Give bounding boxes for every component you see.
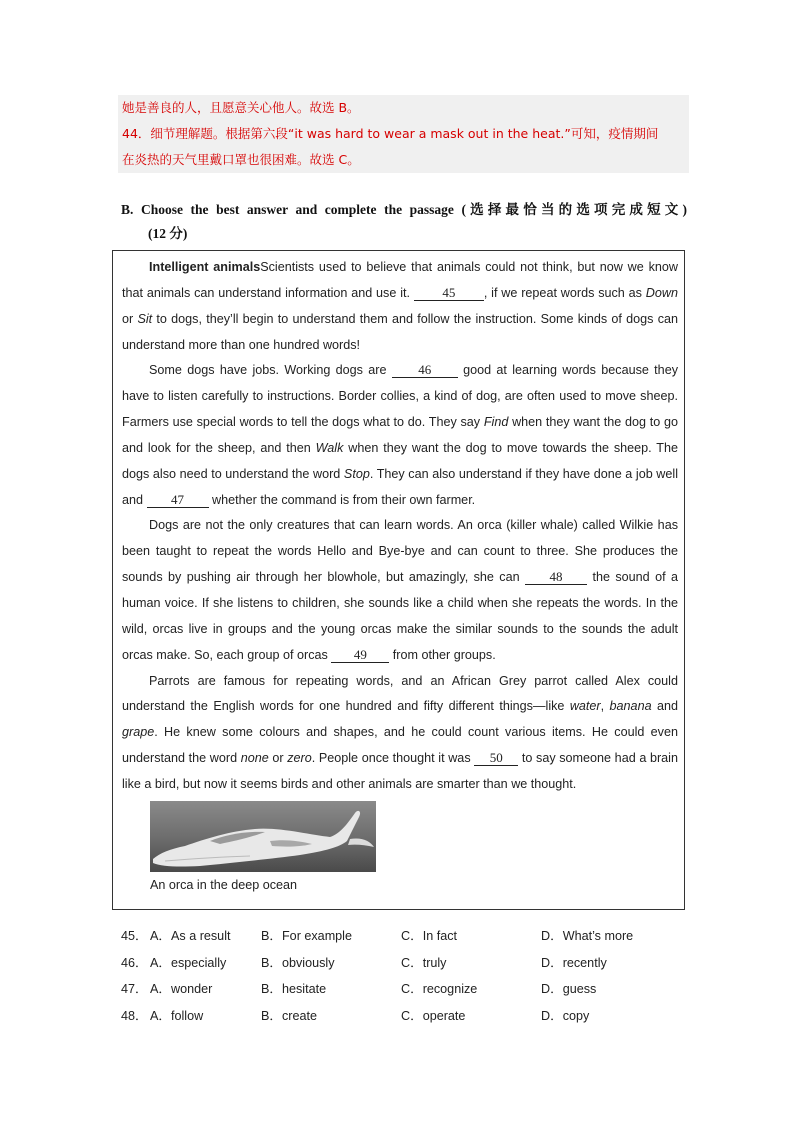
- blank-47[interactable]: 47: [147, 493, 209, 508]
- section-title: B. Choose the best answer and complete the passage (选择最恰当的选项完成短文): [121, 202, 687, 217]
- option-d[interactable]: D．guess: [541, 982, 597, 996]
- text: and: [651, 699, 678, 714]
- text: . People once thought it was: [311, 751, 475, 766]
- option-d[interactable]: D．copy: [541, 1008, 590, 1023]
- italic-word: zero: [287, 751, 312, 766]
- option-b[interactable]: B．create: [261, 1008, 317, 1023]
- option-c[interactable]: C．truly: [401, 955, 447, 970]
- option-c[interactable]: C．In fact: [401, 929, 457, 943]
- blank-49[interactable]: 49: [331, 648, 389, 663]
- answer-line-3: 在炎热的天气里戴口罩也很困难。故选 C。: [122, 152, 360, 167]
- photo-caption: An orca in the deep ocean: [150, 878, 298, 892]
- options-row-45: [121, 925, 721, 952]
- italic-word: Stop: [343, 466, 370, 481]
- option-d[interactable]: D．What’s more: [541, 929, 634, 943]
- text: when they want the dog to go and look for the sheep, and then: [122, 415, 678, 455]
- passage-box: [112, 250, 685, 910]
- option-a[interactable]: A．especially: [150, 955, 227, 970]
- blank-46[interactable]: 46: [392, 363, 458, 378]
- text: the sound of a human voice. If she listens to children, she sounds like a child when she repeats the words. In the wild, orcas live in groups and the young orcas make the similar sounds to the sounds the adult orcas make. So, each group of orcas: [122, 570, 678, 662]
- text: , if we repeat words such as: [483, 285, 646, 300]
- text: Some dogs have jobs. Working dogs are: [149, 363, 392, 378]
- italic-word: grape: [122, 725, 155, 740]
- italic-word: banana: [609, 699, 652, 714]
- italic-word: none: [240, 751, 269, 766]
- text: ,: [600, 699, 610, 714]
- options-row-48: [121, 1005, 721, 1032]
- text: . They can also understand if they have done a job well and: [122, 466, 678, 507]
- passage-title: Intelligent animals: [149, 260, 261, 274]
- italic-word: Sit: [137, 311, 153, 326]
- option-a[interactable]: A．As a result: [150, 929, 231, 943]
- options-list: [121, 925, 721, 1031]
- options-row-46: [121, 952, 721, 979]
- answer-line-2: 44．细节理解题。根据第六段“it was hard to wear a mask out in the heat.”可知，疫情期间: [122, 126, 659, 141]
- option-d[interactable]: D．recently: [541, 955, 607, 970]
- text: whether the command is from their own farmer.: [208, 492, 476, 507]
- paragraph-3: [122, 513, 678, 668]
- italic-word: Walk: [315, 440, 344, 455]
- text: when they want the dog to move towards the sheep. The dogs also need to understand the word: [122, 440, 678, 481]
- paragraph-2: [122, 358, 678, 513]
- question-number: 46．: [121, 955, 148, 970]
- text: or: [268, 751, 288, 766]
- option-a[interactable]: A．follow: [150, 1008, 204, 1023]
- option-c[interactable]: C．operate: [401, 1008, 466, 1023]
- answer-line-1: 她是善良的人，且愿意关心他人。故选 B。: [122, 100, 360, 115]
- text: Dogs are not the only creatures that can learn words. An orca (killer whale) called Wilkie has been taught to repeat the words Hello and Bye-bye and can count to three. She produces the sounds by pushing air through her blowhole, but amazingly, she can: [122, 518, 678, 585]
- italic-word: water: [569, 699, 601, 714]
- question-number: 48．: [121, 1008, 148, 1023]
- option-b[interactable]: B．For example: [261, 929, 352, 943]
- option-c[interactable]: C．recognize: [401, 982, 478, 996]
- text: good at learning words because they have to listen carefully to instructions. Border collies, a kind of dog, are often used to move sheep. Farmers use special words to tell the dogs what to do. They say: [122, 363, 678, 430]
- italic-word: Find: [483, 415, 509, 430]
- text: Scientists used to believe that animals could not think, but now we know that animals can understand information and use it.: [122, 260, 678, 300]
- question-number: 47．: [121, 982, 148, 996]
- passage-text: [122, 255, 678, 798]
- option-a[interactable]: A．wonder: [150, 982, 213, 996]
- text: to dogs, they’ll begin to understand them and follow the instruction. Some kinds of dogs can understand more than one hundred words!: [122, 311, 678, 352]
- blank-48[interactable]: 48: [525, 570, 587, 585]
- answer-explanation-box: [118, 95, 689, 173]
- orca-photo: [150, 801, 376, 872]
- blank-45[interactable]: 45: [414, 286, 484, 301]
- text: Parrots are famous for repeating words, and an African Grey parrot called Alex could understand the English words for one hundred and fifty different things—like: [122, 673, 678, 714]
- text: from other groups.: [389, 647, 496, 662]
- text: or: [122, 311, 138, 326]
- paragraph-4: [122, 669, 678, 798]
- italic-word: Down: [645, 285, 678, 300]
- section-score: (12 分): [148, 226, 188, 241]
- option-b[interactable]: B．obviously: [261, 955, 335, 970]
- text: . He knew some colours and shapes, and he could count various items. He could even understand the word: [122, 725, 678, 766]
- paragraph-1: [122, 255, 678, 358]
- text: to say someone had a brain like a bird, but now it seems birds and other animals are smarter than we thought.: [122, 751, 678, 791]
- option-b[interactable]: B．hesitate: [261, 982, 327, 996]
- question-number: 45．: [121, 929, 148, 943]
- options-row-47: [121, 978, 721, 1005]
- blank-50[interactable]: 50: [474, 751, 518, 766]
